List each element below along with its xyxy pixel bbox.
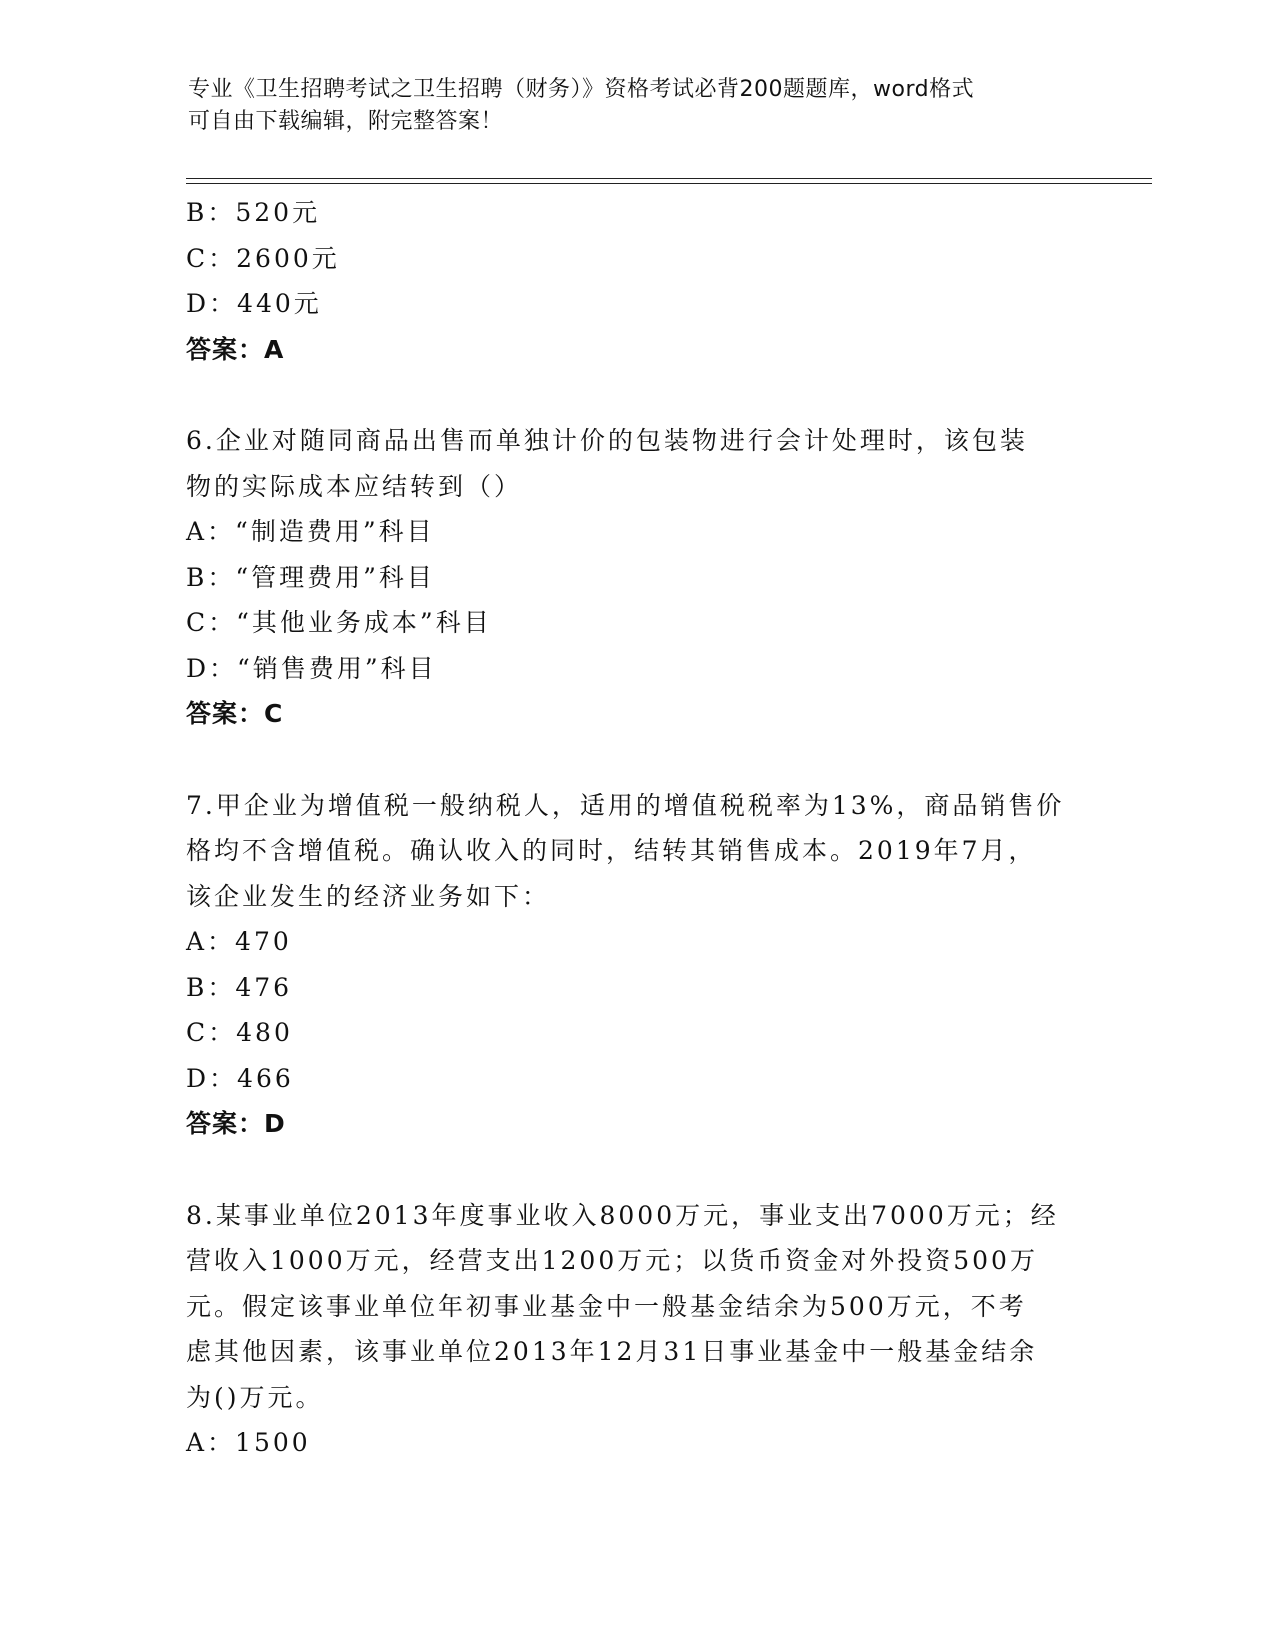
- answer: 答案：C: [186, 699, 284, 728]
- header-line: 专业《卫生招聘考试之卫生招聘（财务）》资格考试必背200题题库，word格式: [188, 77, 975, 102]
- question-text: 该企业发生的经济业务如下：: [186, 881, 551, 911]
- answer: 答案：A: [186, 334, 285, 364]
- option-b: B：476: [186, 972, 293, 1002]
- answer: 答案：D: [186, 1109, 286, 1138]
- question-block: [186, 783, 1086, 1147]
- option-d: D：466: [186, 1063, 294, 1093]
- question-text: 营收入1000万元，经营支出1200万元；以货币资金对外投资500万: [186, 1246, 1038, 1275]
- question-list: [186, 190, 1086, 1466]
- option-a: A：470: [186, 927, 292, 956]
- question-text: 物的实际成本应结转到（）: [186, 471, 523, 501]
- option-b: B：520元: [186, 198, 321, 227]
- option-c: C：480: [186, 1018, 293, 1047]
- question-block: [186, 418, 1086, 737]
- question-text: 8.某事业单位2013年度事业收入8000万元，事业支出7000万元；经: [186, 1200, 1059, 1230]
- header-line: 可自由下载编辑，附完整答案！: [188, 109, 504, 134]
- question-text: 7.甲企业为增值税一般纳税人，适用的增值税税率为13%，商品销售价: [186, 790, 1065, 820]
- question-text: 格均不含增值税。确认收入的同时，结转其销售成本。2019年7月，: [186, 836, 1037, 865]
- question-block: [186, 190, 1086, 372]
- question-text: 6.企业对随同商品出售而单独计价的包装物进行会计处理时，该包装: [186, 426, 1028, 455]
- option-c: C：“其他业务成本”科目: [186, 608, 492, 637]
- option-a: A：“制造费用”科目: [186, 517, 435, 546]
- option-c: C：2600元: [186, 243, 340, 273]
- header-divider: [186, 178, 1152, 179]
- option-b: B：“管理费用”科目: [186, 562, 435, 592]
- question-block: [186, 1193, 1086, 1466]
- option-d: D：440元: [186, 289, 322, 318]
- question-text: 元。假定该事业单位年初事业基金中一般基金结余为500万元，不考: [186, 1291, 1027, 1321]
- question-text: 虑其他因素，该事业单位2013年12月31日事业基金中一般基金结余: [186, 1337, 1038, 1366]
- document-header: [188, 74, 1088, 138]
- option-a: A：1500: [186, 1428, 311, 1457]
- question-text: 为()万元。: [186, 1382, 324, 1412]
- header-divider: [186, 183, 1152, 184]
- option-d: D：“销售费用”科目: [186, 653, 437, 683]
